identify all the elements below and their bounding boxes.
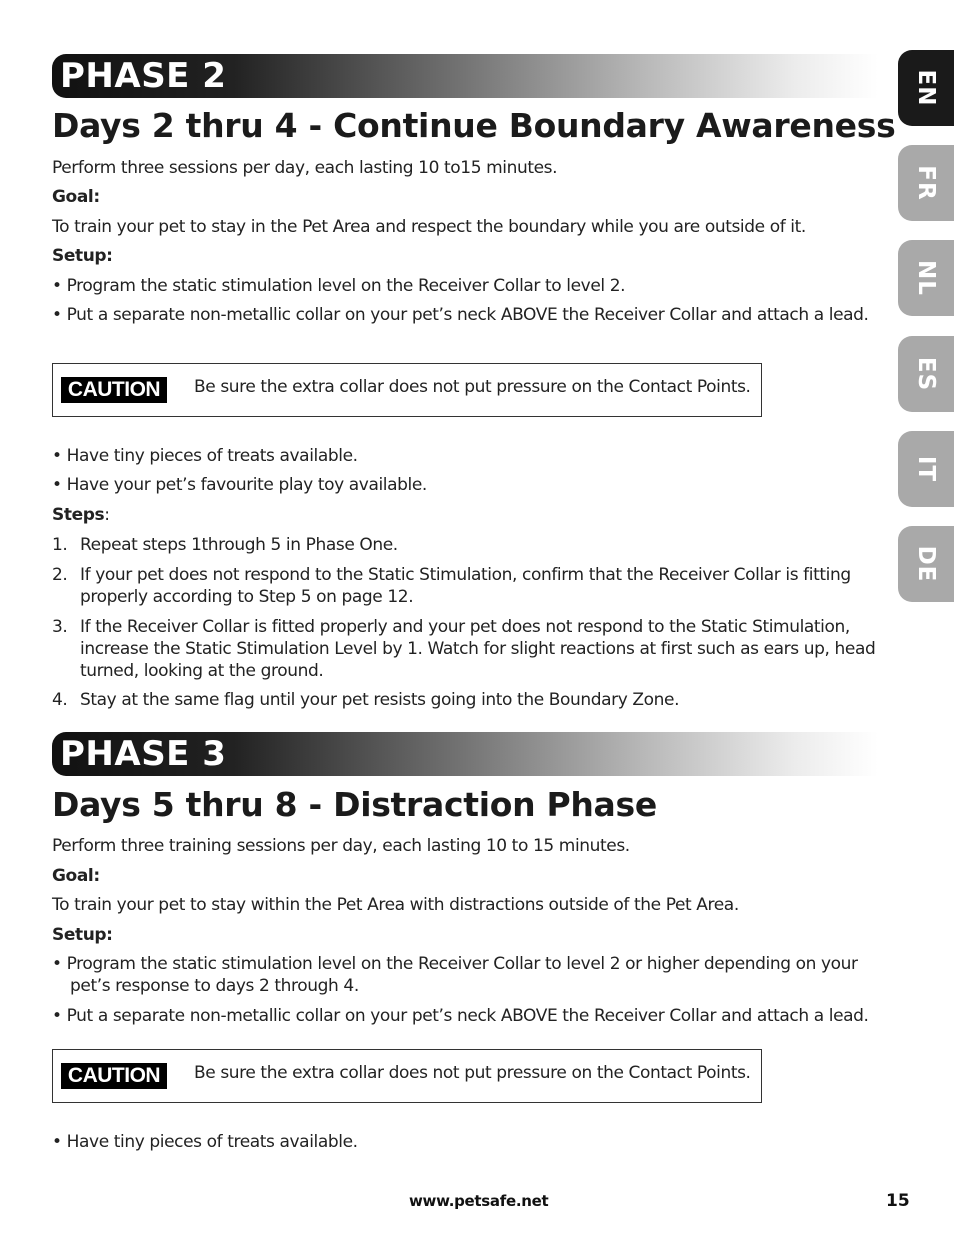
language-tab-label: NL bbox=[913, 260, 939, 296]
language-tab-label: DE bbox=[913, 545, 939, 583]
phase-2-banner bbox=[52, 54, 878, 98]
footer-website-link[interactable]: www.petsafe.net bbox=[409, 1192, 549, 1210]
language-tab-label: ES bbox=[913, 356, 939, 392]
phase-2-setup-label: Setup: bbox=[52, 246, 113, 266]
phase-3-caution-box bbox=[52, 1049, 762, 1103]
phase-2-intro: Perform three sessions per day, each lasting 10 to15 minutes. bbox=[52, 158, 558, 178]
language-tab-label: IT bbox=[913, 455, 939, 483]
phase-3-title: Days 5 thru 8 - Distraction Phase bbox=[52, 785, 657, 824]
phase-3-goal-label: Goal: bbox=[52, 866, 100, 886]
phase-2-steps-colon: : bbox=[104, 505, 110, 525]
phase-2-title: Days 2 thru 4 - Continue Boundary Awareness bbox=[52, 106, 896, 145]
language-tab-fr[interactable] bbox=[898, 145, 954, 221]
step-text-line: Stay at the same flag until your pet resists going into the Boundary Zone. bbox=[80, 690, 680, 710]
caution-text: Be sure the extra collar does not put pressure on the Contact Points. bbox=[194, 377, 751, 397]
language-tab-es[interactable] bbox=[898, 336, 954, 412]
phase-2-goal-label: Goal: bbox=[52, 187, 100, 207]
step-number: 2. bbox=[52, 565, 68, 585]
caution-text: Be sure the extra collar does not put pressure on the Contact Points. bbox=[194, 1063, 751, 1083]
language-tab-it[interactable] bbox=[898, 431, 954, 507]
language-tab-en[interactable] bbox=[898, 50, 954, 126]
caution-label: CAUTION bbox=[61, 1063, 167, 1089]
setup-item-line: pet’s response to days 2 through 4. bbox=[70, 976, 359, 996]
step-text-line: If the Receiver Collar is fitted properly and your pet does not respond to the Static Stimulation, bbox=[80, 617, 850, 637]
step-number: 1. bbox=[52, 535, 68, 555]
phase-2-banner-label: PHASE 2 bbox=[60, 56, 227, 96]
language-tab-label: EN bbox=[913, 69, 939, 107]
step-number: 4. bbox=[52, 690, 68, 710]
step-number: 3. bbox=[52, 617, 68, 637]
phase-2-step bbox=[52, 689, 882, 711]
phase-2-setup-item: • Program the static stimulation level on the Receiver Collar to level 2. bbox=[52, 276, 626, 296]
phase-3-banner bbox=[52, 732, 878, 776]
phase-2-step bbox=[52, 616, 882, 682]
step-text-line: turned, looking at the ground. bbox=[80, 661, 324, 681]
phase-3-intro: Perform three training sessions per day, each lasting 10 to 15 minutes. bbox=[52, 836, 630, 856]
phase-2-prep-item: • Have tiny pieces of treats available. bbox=[52, 446, 358, 466]
phase-2-steps-heading bbox=[52, 504, 882, 526]
phase-3-setup-item: • Put a separate non-metallic collar on your pet’s neck ABOVE the Receiver Collar and attach a lead. bbox=[52, 1006, 869, 1026]
language-tab-nl[interactable] bbox=[898, 240, 954, 316]
language-tab-label: FR bbox=[913, 165, 939, 201]
phase-2-setup-item: • Put a separate non-metallic collar on your pet’s neck ABOVE the Receiver Collar and attach a lead. bbox=[52, 305, 869, 325]
phase-3-goal-text: To train your pet to stay within the Pet Area with distractions outside of the Pet Area. bbox=[52, 895, 739, 915]
phase-2-goal-text: To train your pet to stay in the Pet Area and respect the boundary while you are outside of it. bbox=[52, 217, 806, 237]
language-tab-de[interactable] bbox=[898, 526, 954, 602]
step-text-line: increase the Static Stimulation Level by 1. Watch for slight reactions at first such as ears up, head bbox=[80, 639, 876, 659]
caution-label: CAUTION bbox=[61, 377, 167, 403]
page-number: 15 bbox=[886, 1191, 910, 1211]
phase-2-steps-label: Steps bbox=[52, 505, 105, 525]
step-text-line: properly according to Step 5 on page 12. bbox=[80, 587, 414, 607]
phase-3-prep-item: • Have tiny pieces of treats available. bbox=[52, 1132, 358, 1152]
phase-3-banner-label: PHASE 3 bbox=[60, 734, 227, 774]
phase-2-step bbox=[52, 534, 882, 556]
phase-3-setup-item bbox=[52, 953, 882, 997]
phase-2-prep-item: • Have your pet’s favourite play toy available. bbox=[52, 475, 427, 495]
phase-3-setup-label: Setup: bbox=[52, 925, 113, 945]
step-text-line: Repeat steps 1through 5 in Phase One. bbox=[80, 535, 398, 555]
step-text-line: If your pet does not respond to the Static Stimulation, confirm that the Receiver Collar is fitting bbox=[80, 565, 851, 585]
phase-2-step bbox=[52, 564, 882, 608]
phase-2-caution-box bbox=[52, 363, 762, 417]
setup-item-line: • Program the static stimulation level on the Receiver Collar to level 2 or higher depending on your bbox=[52, 954, 858, 974]
